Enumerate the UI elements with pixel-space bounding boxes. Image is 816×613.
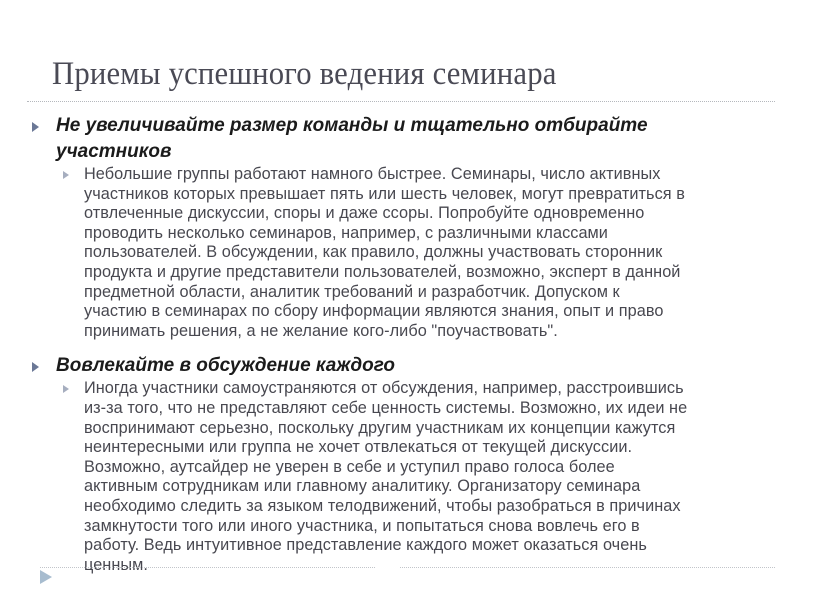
bullet-heading-team-size	[28, 113, 788, 165]
body-line: из-за того, что не представляют себе ценность системы. Возможно, их идеи не	[84, 398, 688, 417]
body-line: отвлеченные дискуссии, споры и даже ссоры. Попробуйте одновременно	[84, 204, 645, 223]
body-line: Небольшие группы работают намного быстрее. Семинары, число активных	[84, 165, 661, 183]
slide-title: Приемы успешного ведения семинара	[52, 56, 557, 92]
body-line: пользователей. В обсуждении, как правило, должны участвовать сторонник	[84, 243, 663, 262]
triangle-right-icon	[40, 570, 52, 584]
heading-line: Не увеличивайте размер команды и тщательно отбирайте	[56, 115, 648, 136]
body-line: необходимо следить за языком телодвижений, чтобы разобраться в причинах	[84, 496, 681, 515]
body-line: активным сотрудникам или главному аналитику. Организатору семинара	[84, 477, 641, 496]
title-divider	[27, 101, 775, 102]
body-line: участию в семинарах по сбору информации являются знания, опыт и право	[84, 302, 664, 321]
body-line: неинтересными или группа не хочет отвлекаться от текущей дискуссии.	[84, 438, 633, 457]
triangle-right-icon	[32, 122, 39, 132]
body-line: ценным.	[84, 555, 148, 574]
body-line: работу. Ведь интуитивное представление каждого может оказаться очень	[84, 536, 647, 555]
heading-line: Вовлекайте в обсуждение каждого	[56, 355, 395, 377]
bullet-heading-involve-everyone	[28, 353, 788, 379]
body-line: Иногда участники самоустраняются от обсуждения, например, расстроившись	[84, 379, 684, 398]
body-line: воспринимают серьезно, поскольку другим участникам их концепции кажутся	[84, 418, 676, 437]
bullet-body-involve-everyone	[28, 379, 788, 575]
slide-content	[28, 113, 788, 575]
body-line: продукта и другие представители пользователей, возможно, эксперт в данной	[84, 262, 681, 281]
body-line: проводить несколько семинаров, например, с различными классами	[84, 223, 608, 242]
bullet-body-team-size	[28, 165, 788, 341]
footer-divider	[400, 567, 775, 568]
triangle-right-icon	[63, 385, 69, 393]
body-line: принимать решения, а не желание кого-либо "поучаствовать".	[84, 321, 558, 340]
body-line: участников которых превышает пять или шесть человек, могут превратиться в	[84, 184, 685, 203]
body-line: замкнутости того или иного участника, и попытаться снова вовлечь его в	[84, 516, 640, 535]
heading-line: участников	[56, 141, 172, 162]
footer-divider	[40, 567, 375, 568]
body-line: предметной области, аналитик требований и разработчик. Допуском к	[84, 282, 620, 301]
triangle-right-icon	[63, 171, 69, 179]
triangle-right-icon	[32, 362, 39, 372]
body-line: Возможно, аутсайдер не уверен в себе и уступил право голоса более	[84, 457, 615, 476]
